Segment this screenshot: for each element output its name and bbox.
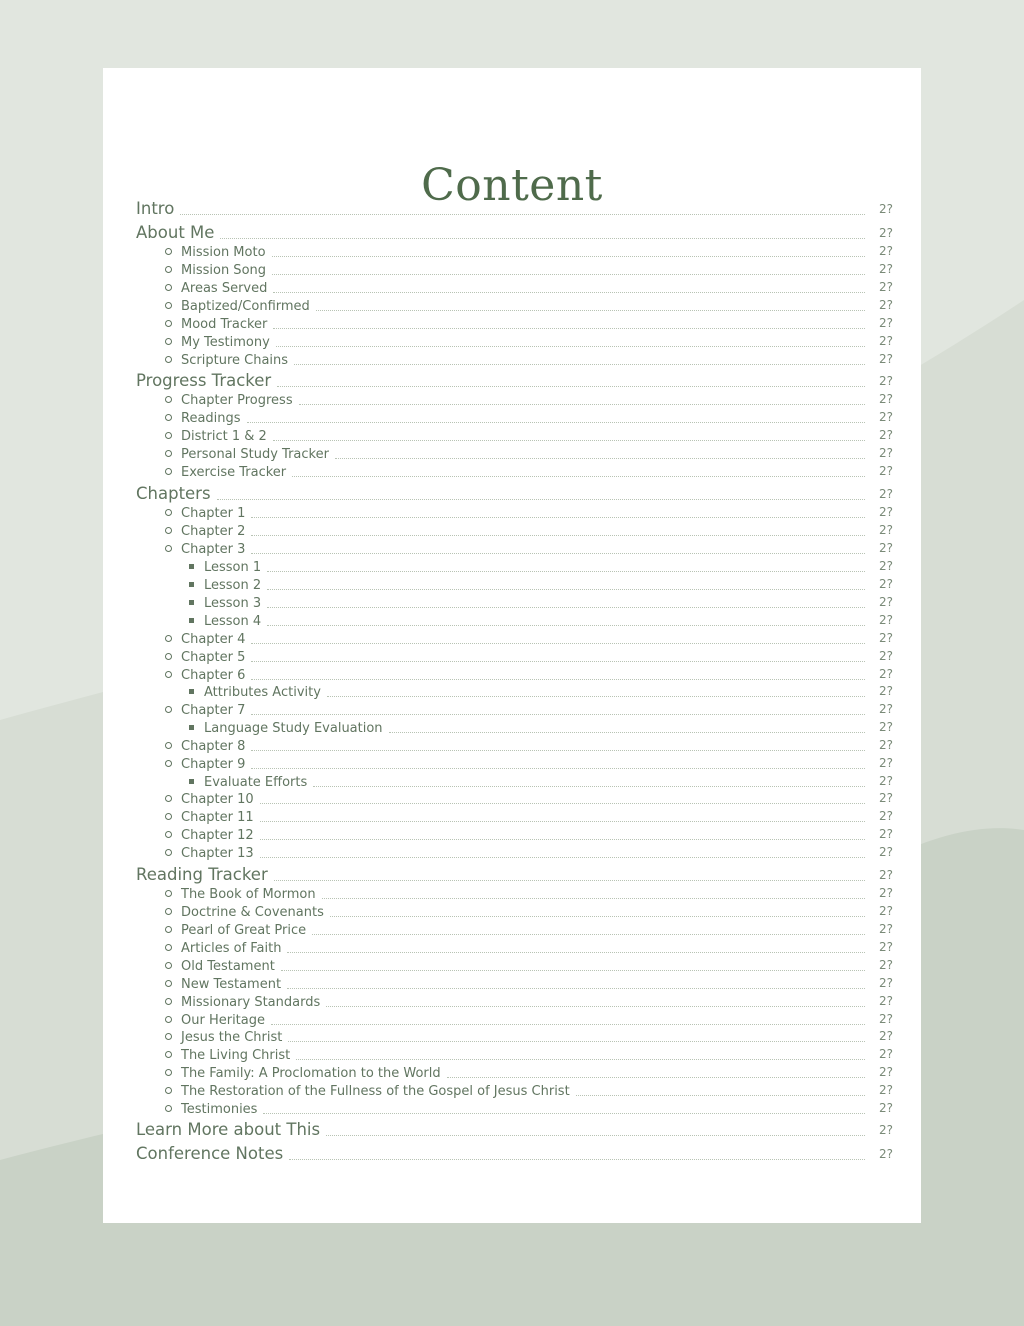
circle-bullet-icon bbox=[165, 1069, 172, 1076]
dotted-leader bbox=[273, 327, 865, 329]
circle-bullet-icon bbox=[165, 509, 172, 516]
toc-label: Attributes Activity bbox=[204, 685, 321, 700]
toc-page-number: 2? bbox=[878, 374, 893, 388]
toc-item[interactable] bbox=[103, 444, 921, 462]
toc-label: Chapter Progress bbox=[181, 393, 293, 408]
dotted-leader bbox=[313, 785, 865, 787]
table-of-contents bbox=[103, 68, 921, 1223]
circle-bullet-icon bbox=[165, 302, 172, 309]
toc-label: Chapter 6 bbox=[181, 668, 246, 683]
toc-item[interactable] bbox=[103, 278, 921, 296]
toc-page-number: 2? bbox=[878, 1012, 893, 1026]
circle-bullet-icon bbox=[165, 813, 172, 820]
dotted-leader bbox=[281, 969, 865, 971]
square-bullet-icon bbox=[189, 582, 194, 587]
toc-page-number: 2? bbox=[878, 631, 893, 645]
dotted-leader bbox=[260, 802, 865, 804]
toc-item[interactable] bbox=[103, 462, 921, 480]
toc-section[interactable] bbox=[103, 196, 921, 218]
dotted-leader bbox=[288, 1040, 865, 1042]
toc-page-number: 2? bbox=[878, 505, 893, 519]
toc-label: The Family: A Proclomation to the World bbox=[181, 1066, 441, 1081]
circle-bullet-icon bbox=[165, 396, 172, 403]
circle-bullet-icon bbox=[165, 760, 172, 767]
circle-bullet-icon bbox=[165, 356, 172, 363]
dotted-leader bbox=[292, 475, 865, 477]
toc-label: My Testimony bbox=[181, 335, 270, 350]
toc-label: Scripture Chains bbox=[181, 353, 289, 368]
toc-page-number: 2? bbox=[878, 1083, 893, 1097]
toc-item[interactable] bbox=[103, 789, 921, 807]
toc-label: New Testament bbox=[181, 977, 282, 992]
circle-bullet-icon bbox=[165, 653, 172, 660]
dotted-leader bbox=[389, 731, 865, 733]
toc-page-number: 2? bbox=[878, 738, 893, 752]
toc-label: Chapter 2 bbox=[181, 524, 246, 539]
toc-item[interactable] bbox=[103, 390, 921, 408]
toc-item[interactable] bbox=[103, 1010, 921, 1028]
toc-label: Evaluate Efforts bbox=[204, 775, 308, 790]
dotted-leader bbox=[322, 897, 865, 899]
toc-page-number: 2? bbox=[878, 523, 893, 537]
toc-item[interactable] bbox=[103, 1045, 921, 1063]
toc-page-number: 2? bbox=[878, 1029, 893, 1043]
toc-page-number: 2? bbox=[878, 262, 893, 276]
toc-item[interactable] bbox=[103, 974, 921, 992]
toc-label: Chapter 5 bbox=[181, 650, 246, 665]
toc-label: Our Heritage bbox=[181, 1013, 265, 1028]
toc-label: Mission Moto bbox=[181, 245, 266, 260]
toc-label: Chapter 7 bbox=[181, 703, 246, 718]
circle-bullet-icon bbox=[165, 338, 172, 345]
dotted-leader bbox=[335, 457, 865, 459]
toc-label: Chapter 12 bbox=[181, 828, 254, 843]
dotted-leader bbox=[287, 987, 865, 989]
circle-bullet-icon bbox=[165, 742, 172, 749]
toc-page-number: 2? bbox=[878, 244, 893, 258]
toc-page-number: 2? bbox=[878, 667, 893, 681]
dotted-leader bbox=[576, 1094, 865, 1096]
dotted-leader bbox=[263, 1112, 865, 1114]
circle-bullet-icon bbox=[165, 908, 172, 915]
toc-page-number: 2? bbox=[878, 541, 893, 555]
dotted-leader bbox=[316, 309, 865, 311]
dotted-leader bbox=[447, 1076, 865, 1078]
dotted-leader bbox=[251, 660, 865, 662]
toc-page-number: 2? bbox=[878, 1065, 893, 1079]
toc-label: Lesson 3 bbox=[204, 596, 262, 611]
toc-page-number: 2? bbox=[878, 487, 893, 501]
toc-page-number: 2? bbox=[878, 756, 893, 770]
toc-label: Chapter 13 bbox=[181, 846, 254, 861]
toc-page-number: 2? bbox=[878, 352, 893, 366]
dotted-leader bbox=[251, 678, 865, 680]
toc-section[interactable] bbox=[103, 1117, 921, 1139]
toc-item[interactable] bbox=[103, 350, 921, 368]
toc-page-number: 2? bbox=[878, 410, 893, 424]
dotted-leader bbox=[251, 749, 865, 751]
toc-item[interactable] bbox=[103, 426, 921, 444]
toc-label: Mission Song bbox=[181, 263, 267, 278]
toc-label: Personal Study Tracker bbox=[181, 447, 329, 462]
square-bullet-icon bbox=[189, 725, 194, 730]
toc-label: Chapters bbox=[136, 484, 211, 503]
dotted-leader bbox=[273, 291, 865, 293]
toc-page-number: 2? bbox=[878, 1047, 893, 1061]
toc-page-number: 2? bbox=[878, 649, 893, 663]
toc-page-number: 2? bbox=[878, 464, 893, 478]
dotted-leader bbox=[326, 1005, 865, 1007]
toc-item[interactable] bbox=[103, 1081, 921, 1099]
toc-page-number: 2? bbox=[878, 845, 893, 859]
toc-label: Jesus the Christ bbox=[181, 1030, 283, 1045]
toc-item[interactable] bbox=[103, 539, 921, 557]
toc-subitem[interactable] bbox=[103, 557, 921, 575]
dotted-leader bbox=[277, 385, 865, 387]
toc-page-number: 2? bbox=[878, 958, 893, 972]
toc-page-number: 2? bbox=[878, 595, 893, 609]
toc-label: Articles of Faith bbox=[181, 941, 282, 956]
toc-page-number: 2? bbox=[878, 994, 893, 1008]
circle-bullet-icon bbox=[165, 944, 172, 951]
toc-item[interactable] bbox=[103, 521, 921, 539]
toc-label: Testimonies bbox=[181, 1102, 258, 1117]
toc-item[interactable] bbox=[103, 736, 921, 754]
toc-label: The Book of Mormon bbox=[181, 887, 316, 902]
circle-bullet-icon bbox=[165, 1087, 172, 1094]
toc-page-number: 2? bbox=[878, 1147, 893, 1161]
toc-page-number: 2? bbox=[878, 577, 893, 591]
toc-label: Baptized/Confirmed bbox=[181, 299, 310, 314]
toc-item[interactable] bbox=[103, 647, 921, 665]
circle-bullet-icon bbox=[165, 320, 172, 327]
dotted-leader bbox=[272, 273, 865, 275]
toc-page-number: 2? bbox=[878, 613, 893, 627]
dotted-leader bbox=[267, 588, 865, 590]
dotted-leader bbox=[217, 498, 865, 500]
dotted-leader bbox=[251, 642, 865, 644]
toc-page-number: 2? bbox=[878, 684, 893, 698]
circle-bullet-icon bbox=[165, 468, 172, 475]
dotted-leader bbox=[299, 403, 865, 405]
toc-label: Exercise Tracker bbox=[181, 465, 287, 480]
toc-label: Pearl of Great Price bbox=[181, 923, 307, 938]
toc-page-number: 2? bbox=[878, 392, 893, 406]
square-bullet-icon bbox=[189, 689, 194, 694]
dotted-leader bbox=[271, 1023, 865, 1025]
circle-bullet-icon bbox=[165, 849, 172, 856]
dotted-leader bbox=[294, 363, 865, 365]
dotted-leader bbox=[272, 255, 865, 257]
toc-label: Chapter 4 bbox=[181, 632, 246, 647]
toc-subitem[interactable] bbox=[103, 575, 921, 593]
toc-label: Readings bbox=[181, 411, 241, 426]
toc-item[interactable] bbox=[103, 807, 921, 825]
circle-bullet-icon bbox=[165, 1051, 172, 1058]
toc-label: Lesson 2 bbox=[204, 578, 262, 593]
circle-bullet-icon bbox=[165, 998, 172, 1005]
toc-label: Old Testament bbox=[181, 959, 275, 974]
toc-label: Chapter 11 bbox=[181, 810, 254, 825]
toc-page-number: 2? bbox=[878, 1101, 893, 1115]
dotted-leader bbox=[260, 820, 865, 822]
toc-page-number: 2? bbox=[878, 298, 893, 312]
toc-label: District 1 & 2 bbox=[181, 429, 267, 444]
toc-item[interactable] bbox=[103, 700, 921, 718]
toc-item[interactable] bbox=[103, 843, 921, 861]
circle-bullet-icon bbox=[165, 545, 172, 552]
toc-section[interactable] bbox=[103, 220, 921, 242]
dotted-leader bbox=[251, 767, 865, 769]
circle-bullet-icon bbox=[165, 432, 172, 439]
toc-page-number: 2? bbox=[878, 559, 893, 573]
circle-bullet-icon bbox=[165, 962, 172, 969]
circle-bullet-icon bbox=[165, 450, 172, 457]
toc-page-number: 2? bbox=[878, 202, 893, 216]
dotted-leader bbox=[267, 606, 865, 608]
toc-page-number: 2? bbox=[878, 809, 893, 823]
toc-label: The Restoration of the Fullness of the Gospel of Jesus Christ bbox=[181, 1084, 570, 1099]
toc-page-number: 2? bbox=[878, 428, 893, 442]
toc-label: Progress Tracker bbox=[136, 371, 272, 390]
dotted-leader bbox=[312, 933, 865, 935]
circle-bullet-icon bbox=[165, 414, 172, 421]
toc-page-number: 2? bbox=[878, 280, 893, 294]
circle-bullet-icon bbox=[165, 248, 172, 255]
toc-page-number: 2? bbox=[878, 702, 893, 716]
toc-label: Conference Notes bbox=[136, 1144, 284, 1163]
dotted-leader bbox=[274, 879, 865, 881]
toc-label: About Me bbox=[136, 223, 215, 242]
toc-page-number: 2? bbox=[878, 976, 893, 990]
toc-item[interactable] bbox=[103, 296, 921, 314]
circle-bullet-icon bbox=[165, 831, 172, 838]
toc-section[interactable] bbox=[103, 481, 921, 503]
toc-label: Mood Tracker bbox=[181, 317, 268, 332]
circle-bullet-icon bbox=[165, 635, 172, 642]
circle-bullet-icon bbox=[165, 926, 172, 933]
circle-bullet-icon bbox=[165, 795, 172, 802]
toc-page-number: 2? bbox=[878, 922, 893, 936]
toc-label: Chapter 1 bbox=[181, 506, 246, 521]
toc-item[interactable] bbox=[103, 503, 921, 521]
toc-item[interactable] bbox=[103, 408, 921, 426]
circle-bullet-icon bbox=[165, 890, 172, 897]
toc-section[interactable] bbox=[103, 368, 921, 390]
toc-label: Reading Tracker bbox=[136, 865, 268, 884]
dotted-leader bbox=[289, 1158, 865, 1160]
toc-page-number: 2? bbox=[878, 940, 893, 954]
dotted-leader bbox=[287, 951, 865, 953]
dotted-leader bbox=[327, 695, 865, 697]
square-bullet-icon bbox=[189, 564, 194, 569]
content-page bbox=[103, 68, 921, 1223]
dotted-leader bbox=[326, 1134, 865, 1136]
square-bullet-icon bbox=[189, 779, 194, 784]
page-title: Content bbox=[421, 160, 603, 211]
toc-label: The Living Christ bbox=[181, 1048, 291, 1063]
toc-page-number: 2? bbox=[878, 226, 893, 240]
dotted-leader bbox=[251, 516, 865, 518]
dotted-leader bbox=[251, 552, 865, 554]
circle-bullet-icon bbox=[165, 1105, 172, 1112]
toc-page-number: 2? bbox=[878, 791, 893, 805]
toc-item[interactable] bbox=[103, 902, 921, 920]
toc-item[interactable] bbox=[103, 884, 921, 902]
square-bullet-icon bbox=[189, 618, 194, 623]
circle-bullet-icon bbox=[165, 527, 172, 534]
circle-bullet-icon bbox=[165, 980, 172, 987]
toc-item[interactable] bbox=[103, 956, 921, 974]
toc-item[interactable] bbox=[103, 920, 921, 938]
circle-bullet-icon bbox=[165, 1033, 172, 1040]
toc-page-number: 2? bbox=[878, 904, 893, 918]
toc-subitem[interactable] bbox=[103, 718, 921, 736]
dotted-leader bbox=[273, 439, 865, 441]
toc-page-number: 2? bbox=[878, 774, 893, 788]
toc-label: Chapter 8 bbox=[181, 739, 246, 754]
toc-item[interactable] bbox=[103, 1063, 921, 1081]
toc-label: Chapter 9 bbox=[181, 757, 246, 772]
square-bullet-icon bbox=[189, 600, 194, 605]
toc-item[interactable] bbox=[103, 825, 921, 843]
circle-bullet-icon bbox=[165, 284, 172, 291]
dotted-leader bbox=[180, 213, 865, 215]
dotted-leader bbox=[267, 624, 865, 626]
toc-label: Chapter 3 bbox=[181, 542, 246, 557]
dotted-leader bbox=[276, 345, 865, 347]
toc-label: Chapter 10 bbox=[181, 792, 254, 807]
toc-page-number: 2? bbox=[878, 334, 893, 348]
toc-item[interactable] bbox=[103, 992, 921, 1010]
toc-item[interactable] bbox=[103, 629, 921, 647]
toc-label: Language Study Evaluation bbox=[204, 721, 383, 736]
dotted-leader bbox=[251, 713, 865, 715]
toc-label: Areas Served bbox=[181, 281, 268, 296]
toc-item[interactable] bbox=[103, 260, 921, 278]
circle-bullet-icon bbox=[165, 706, 172, 713]
dotted-leader bbox=[267, 570, 865, 572]
toc-page-number: 2? bbox=[878, 446, 893, 460]
toc-item[interactable] bbox=[103, 332, 921, 350]
dotted-leader bbox=[251, 534, 865, 536]
dotted-leader bbox=[220, 237, 865, 239]
toc-label: Missionary Standards bbox=[181, 995, 321, 1010]
toc-item[interactable] bbox=[103, 754, 921, 772]
toc-item[interactable] bbox=[103, 314, 921, 332]
toc-subitem[interactable] bbox=[103, 772, 921, 790]
toc-label: Learn More about This bbox=[136, 1120, 321, 1139]
circle-bullet-icon bbox=[165, 266, 172, 273]
toc-item[interactable] bbox=[103, 938, 921, 956]
toc-page-number: 2? bbox=[878, 720, 893, 734]
toc-label: Lesson 4 bbox=[204, 614, 262, 629]
dotted-leader bbox=[260, 838, 865, 840]
toc-page-number: 2? bbox=[878, 827, 893, 841]
toc-item[interactable] bbox=[103, 242, 921, 260]
toc-section[interactable] bbox=[103, 1141, 921, 1163]
toc-subitem[interactable] bbox=[103, 593, 921, 611]
toc-page-number: 2? bbox=[878, 316, 893, 330]
dotted-leader bbox=[260, 856, 865, 858]
toc-section[interactable] bbox=[103, 862, 921, 884]
dotted-leader bbox=[330, 915, 865, 917]
toc-page-number: 2? bbox=[878, 886, 893, 900]
toc-item[interactable] bbox=[103, 665, 921, 683]
circle-bullet-icon bbox=[165, 1016, 172, 1023]
toc-page-number: 2? bbox=[878, 868, 893, 882]
dotted-leader bbox=[247, 421, 865, 423]
circle-bullet-icon bbox=[165, 671, 172, 678]
toc-subitem[interactable] bbox=[103, 611, 921, 629]
dotted-leader bbox=[296, 1058, 865, 1060]
toc-subitem[interactable] bbox=[103, 682, 921, 700]
toc-label: Intro bbox=[136, 199, 175, 218]
toc-label: Lesson 1 bbox=[204, 560, 262, 575]
toc-item[interactable] bbox=[103, 1099, 921, 1117]
toc-page-number: 2? bbox=[878, 1123, 893, 1137]
toc-item[interactable] bbox=[103, 1027, 921, 1045]
toc-label: Doctrine & Covenants bbox=[181, 905, 324, 920]
